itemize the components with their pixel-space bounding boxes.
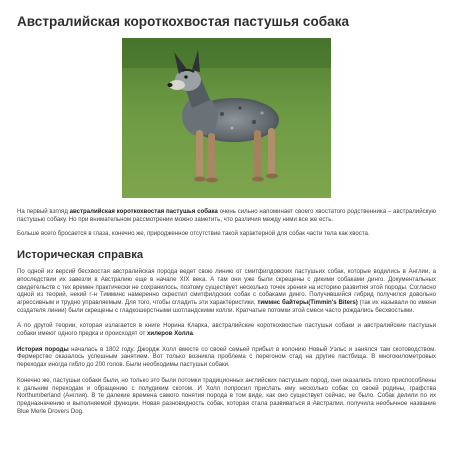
dog-photo-illustration [122, 38, 331, 198]
para4-text-1: А по другой теории, которая излагается в книге Норина Кларка, австралийские короткохвостые пастушьи собаки и австралийские пастушьи собаки имеют одного предка и происходят от [17, 322, 436, 338]
section-title-history: Историческая справка [17, 249, 144, 262]
paragraph-version-two [17, 322, 436, 337]
para4-bold-hall: хилеров Холла [146, 330, 193, 338]
para5-text-1: началась в 1802 году. Джордж Холл вместе со своей семьей прибыл в колонию Новый Уэльс и занялся там скотоводством. Фермерство оказалось успешным занятием. Вот только возникла проблема с перегоном стад на другие пастбища. В многокилометровых переходах иногда гибло до 200 голов. Были необходимы пастушьи собаки. [17, 345, 436, 369]
para3-text-1: По одной из версий бесхвостая австралийская порода ведет свою линию от смитфилдовских пастушьих собак, которые водились в Англии, а впоследствии их завезли в Австралию еще в начале XIX века. А там они уже были скрещены с дикими собаками динго. Документальных свидетельств с тех времен практически не сохранилось, поэтому существует несколько точек зрения на историю развития этой породы. Согласно одной из теорий, некий г-н Тимминс намеренно скрестил смитфилдских собак с собаками динго. Получившийся гибрид получился довольно агрессивным и трудно управляемым. Для того, чтобы сгладить эти характеристики, [17, 268, 436, 306]
intro-paragraph [17, 208, 436, 223]
para4-text-2: . [192, 330, 195, 338]
para5-bold-history: История породы [17, 345, 69, 353]
intro-text-1: На первый взгляд [17, 208, 70, 215]
paragraph-breed-history [17, 346, 436, 369]
para3-text-2: (так их называли по имени создателя линии) были скрещены с гладкошерстными шотландскими колли. Кратчатые потомки этой смеси часто рождались бесхвостыми. [17, 298, 436, 314]
dog-photo [122, 38, 331, 198]
paragraph-tail: Больше всего бросается в глаза, конечно же, природженное отсутствие такой характерной для собак части тела как хвоста. [17, 230, 370, 238]
intro-bold-breed: австралийская короткохвостая пастушья собака [69, 208, 218, 215]
intro-text-2: очень сильно напоминает своего хвостатого родственника – австралийскую пастушью собаку. Но при внимательном рассмотрении можно заметить, что различия между ними все же есть. [17, 208, 436, 223]
paragraph-version-one [17, 268, 436, 314]
article-title: Австралийская короткохвостая пастушья собака [17, 14, 350, 29]
paragraph-herding-dogs: Конечно же, пастушьи собаки были, но только это были потомки традиционных английских пастушьих пород, они оказались плохо приспособлены к дальним переходам и обращению с полудиким скотом. И Холл попросил прислать ему несколько собак со своей родины, графства Northumberland (Англия). В те далекие времена самого понятия порода в том виде, как оно существует сейчас, не было. Собак делили по их предназначению и выполняемой функции. Новая разновидность собак, которая стала развиваться в Австралии, получила необычное название Blue Merle Drovers Dog. [17, 376, 436, 415]
para3-bold-timmins: тиммнс байтеры(Timmin's Biters) [257, 298, 358, 306]
